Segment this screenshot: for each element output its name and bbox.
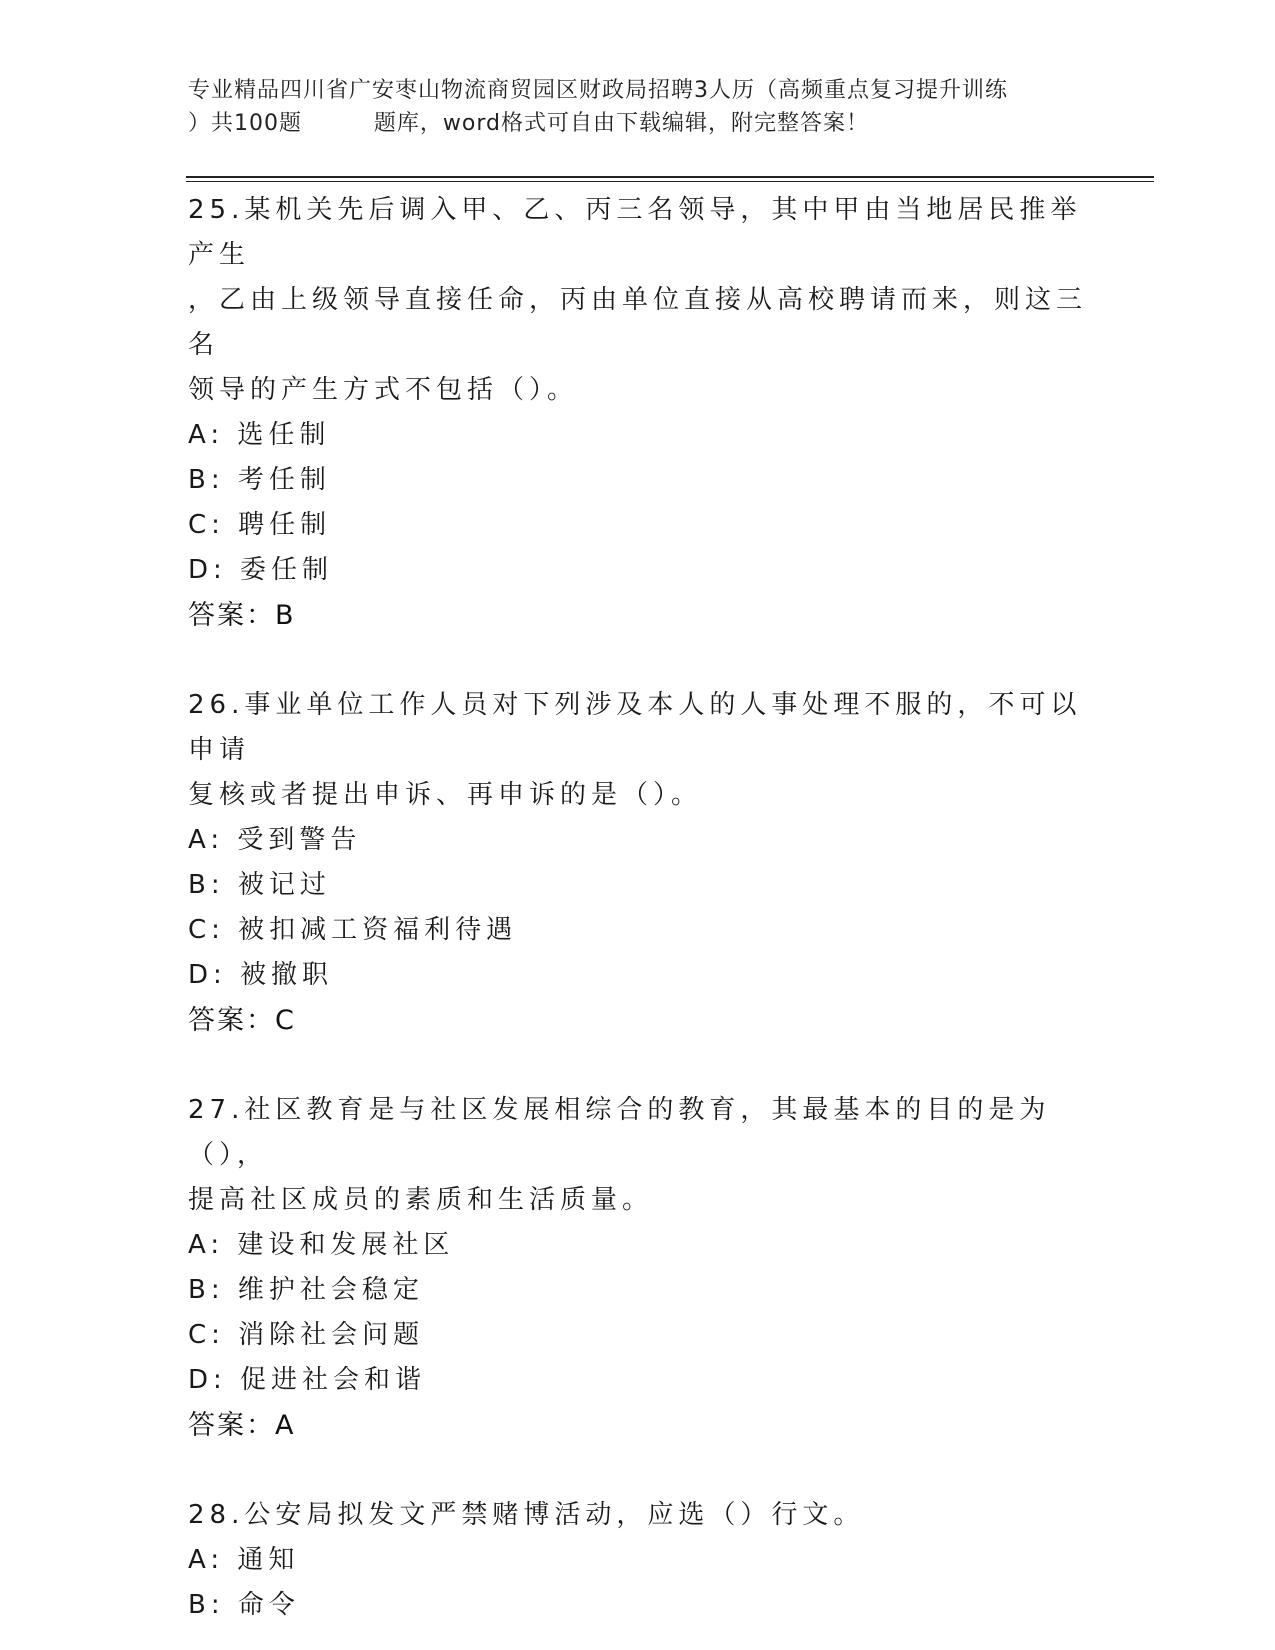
question-25 [188,188,1088,638]
option-b: B: 维护社会稳定 [188,1275,424,1305]
question-text-line: ，乙由上级领导直接任命，丙由单位直接从高校聘请而来，则这三名 [188,285,1088,360]
question-text-line: 25.某机关先后调入甲、乙、丙三名领导，其中甲由当地居民推举产生 [188,195,1082,270]
header-divider-thin [186,181,1154,182]
option-b: B: 考任制 [188,465,331,495]
option-c: C: 消除社会问题 [188,1320,425,1350]
option-d: D: 促进社会和谐 [188,1365,427,1395]
option-c: C: 被扣减工资福利待遇 [188,915,518,945]
question-text-line: 26.事业单位工作人员对下列涉及本人的人事处理不服的，不可以申请 [188,690,1082,765]
option-c: C: 聘任制 [188,510,332,540]
question-27 [188,1088,1088,1448]
option-d: D: 委任制 [188,555,334,585]
spacer [188,1043,1088,1088]
header-line-2: ）共100题 题库，word格式可自由下载编辑，附完整答案！ [188,111,870,136]
question-28 [188,1493,1088,1628]
question-text-line: 复核或者提出申诉、再申诉的是（）。 [188,780,703,810]
option-a: A: 选任制 [188,420,331,450]
spacer [188,638,1088,683]
option-b: B: 被记过 [188,870,331,900]
question-26 [188,683,1088,1043]
option-d: D: 被撤职 [188,960,334,990]
document-header [188,74,1088,140]
header-line-1: 专业精品四川省广安枣山物流商贸园区财政局招聘3人历（高频重点复习提升训练 [188,78,1008,103]
question-text-line: 提高社区成员的素质和生活质量。 [188,1185,654,1215]
option-b: B: 命令 [188,1590,300,1620]
option-a: A: 通知 [188,1545,300,1575]
question-list [188,188,1088,1628]
answer-line: 答案：C [188,1005,296,1036]
answer-line: 答案：A [188,1410,296,1441]
answer-line: 答案：B [188,600,296,631]
option-a: A: 受到警告 [188,825,362,855]
question-text-line: 领导的产生方式不包括（）。 [188,375,579,405]
question-text-line: 27.社区教育是与社区发展相综合的教育，其最基本的目的是为（）， [188,1095,1051,1170]
header-divider-thick [186,176,1154,178]
option-a: A: 建设和发展社区 [188,1230,455,1260]
question-text-line: 28.公安局拟发文严禁赌博活动，应选（）行文。 [188,1500,865,1530]
spacer [188,1448,1088,1493]
